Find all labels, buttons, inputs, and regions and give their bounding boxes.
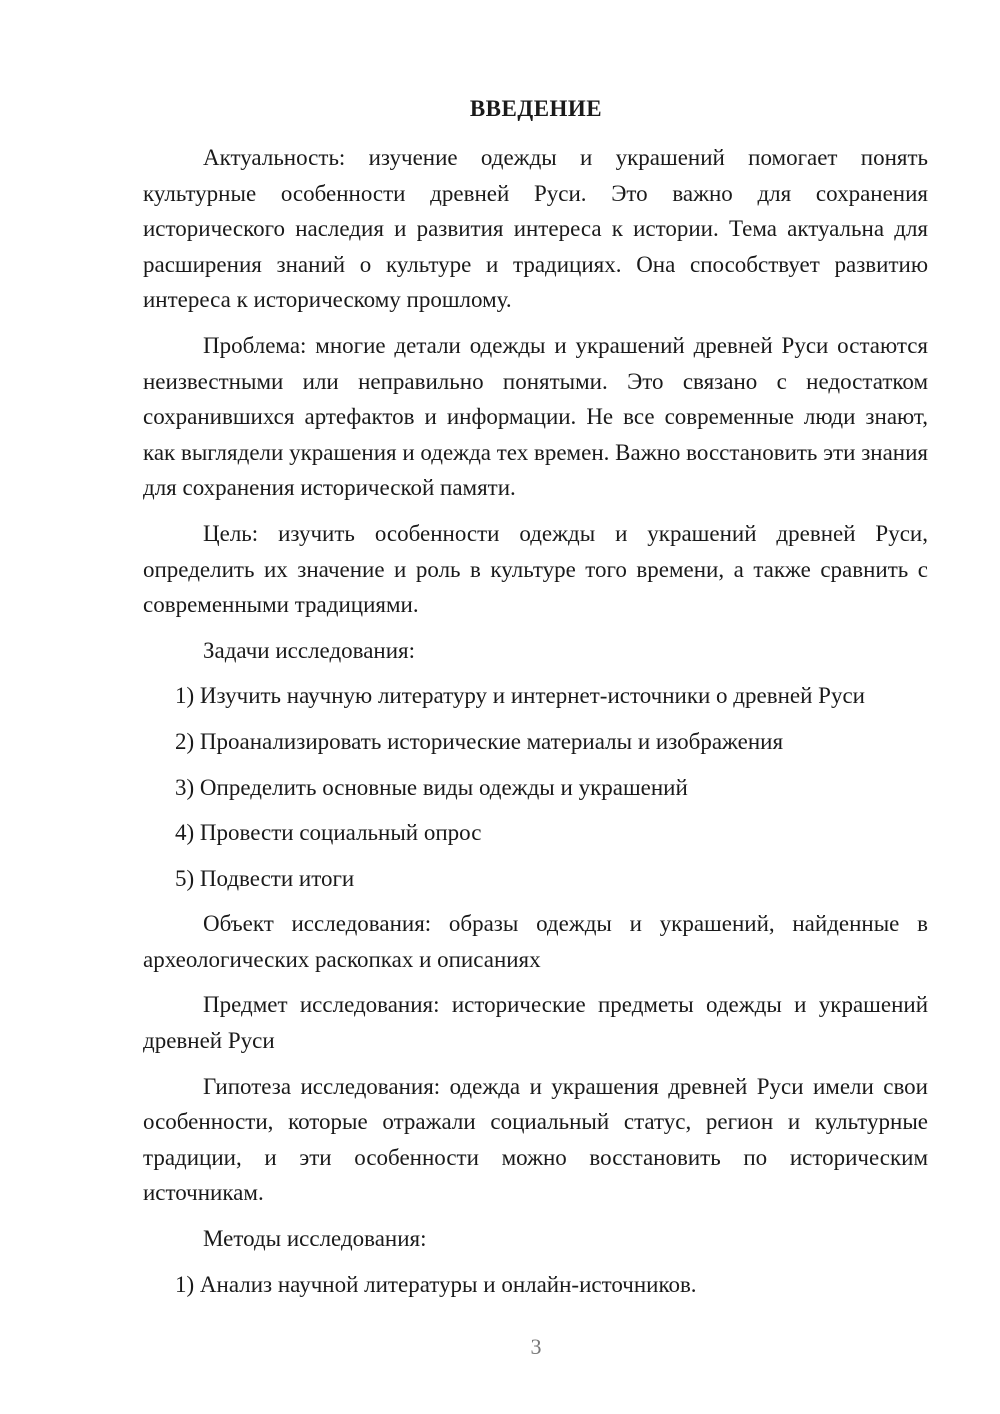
goal-paragraph: Цель: изучить особенности одежды и украшений древней Руси, определить их значение и роль в культуре того времени, а также сравнить с современными традициями.: [143, 520, 928, 618]
task-item: 2) Проанализировать исторические материалы и изображения: [175, 728, 784, 754]
task-item: 4) Провести социальный опрос: [175, 820, 482, 846]
page-title: ВВЕДЕНИЕ: [469, 96, 603, 121]
methods-heading: Методы исследования:: [203, 1226, 427, 1252]
tasks-list: [143, 678, 928, 896]
hypothesis-paragraph: Гипотеза исследования: одежда и украшения древней Руси имели свои особенности, которые отражали социальный статус, регион и культурные традиции, и эти особенности можно восстановить по историческим источникам.: [143, 1073, 928, 1206]
task-item: 5) Подвести итоги: [175, 865, 355, 891]
method-item: 1) Анализ научной литературы и онлайн-источников.: [175, 1271, 697, 1297]
tasks-heading: Задачи исследования:: [203, 637, 416, 663]
page-number: 3: [530, 1334, 542, 1359]
relevance-paragraph: Актуальность: изучение одежды и украшений помогает понять культурные особенности древней Руси. Это важно для сохранения исторического наследия и развития интереса к истории. Тема актуальна для расширения знаний о культуре и традициях. Она способствует развитию интереса к историческому прошлому.: [143, 145, 928, 313]
object-paragraph: Объект исследования: образы одежды и украшений, найденные в археологических раскопках и описаниях: [143, 911, 928, 972]
subject-paragraph: Предмет исследования: исторические предметы одежды и украшений древней Руси: [143, 992, 928, 1054]
methods-list: [143, 1267, 928, 1303]
problem-paragraph: Проблема: многие детали одежды и украшений древней Руси остаются неизвестными или неправильно понятыми. Это связано с недостатком сохранившихся артефактов и информации. Не все современные люди знают, как выглядели украшения и одежда тех времен. Важно восстановить эти знания для сохранения исторической памяти.: [143, 332, 928, 501]
task-item: 1) Изучить научную литературу и интернет-источники о древней Руси: [175, 683, 865, 709]
task-item: 3) Определить основные виды одежды и украшений: [175, 774, 688, 800]
document-body: [143, 140, 928, 1312]
